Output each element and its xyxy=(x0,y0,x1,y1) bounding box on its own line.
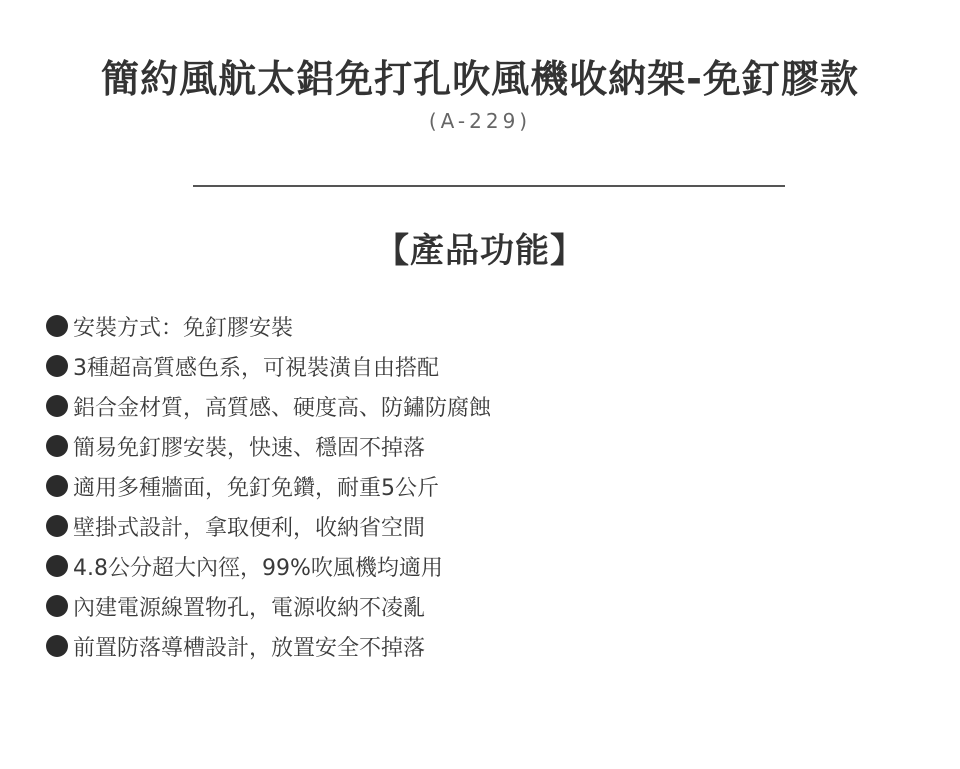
bullet-icon xyxy=(46,355,68,377)
feature-text: 3種超高質感色系，可視裝潢自由搭配 xyxy=(73,355,439,381)
bullet-icon xyxy=(46,595,68,617)
feature-text: 鋁合金材質，高質感、硬度高、防鏽防腐蝕 xyxy=(73,395,492,421)
feature-text: 安裝方式：免釘膠安裝 xyxy=(73,315,294,341)
feature-item xyxy=(46,426,491,466)
feature-item xyxy=(46,626,491,666)
bullet-icon xyxy=(46,315,68,337)
feature-item xyxy=(46,466,491,506)
feature-text: 簡易免釘膠安裝，快速、穩固不掉落 xyxy=(73,435,426,461)
feature-list xyxy=(46,306,491,666)
bullet-icon xyxy=(46,475,68,497)
bullet-icon xyxy=(46,555,68,577)
bullet-icon xyxy=(46,435,68,457)
bullet-icon xyxy=(46,395,68,417)
feature-item xyxy=(46,546,491,586)
model-number: (A-229) xyxy=(428,109,532,133)
section-heading: 【產品功能】 xyxy=(375,231,585,271)
feature-item xyxy=(46,586,491,626)
feature-text: 壁掛式設計，拿取便利，收納省空間 xyxy=(73,515,426,541)
feature-text: 內建電源線置物孔，電源收納不凌亂 xyxy=(73,595,426,621)
feature-item xyxy=(46,346,491,386)
product-title: 簡約風航太鋁免打孔吹風機收納架-免釘膠款 xyxy=(101,57,859,101)
feature-item xyxy=(46,306,491,346)
bullet-icon xyxy=(46,515,68,537)
feature-item xyxy=(46,386,491,426)
divider xyxy=(193,185,785,187)
feature-text: 適用多種牆面，免釘免鑽，耐重5公斤 xyxy=(73,475,439,501)
bullet-icon xyxy=(46,635,68,657)
feature-text: 4.8公分超大內徑，99%吹風機均適用 xyxy=(73,555,443,581)
feature-item xyxy=(46,506,491,546)
feature-text: 前置防落導槽設計，放置安全不掉落 xyxy=(73,635,426,661)
